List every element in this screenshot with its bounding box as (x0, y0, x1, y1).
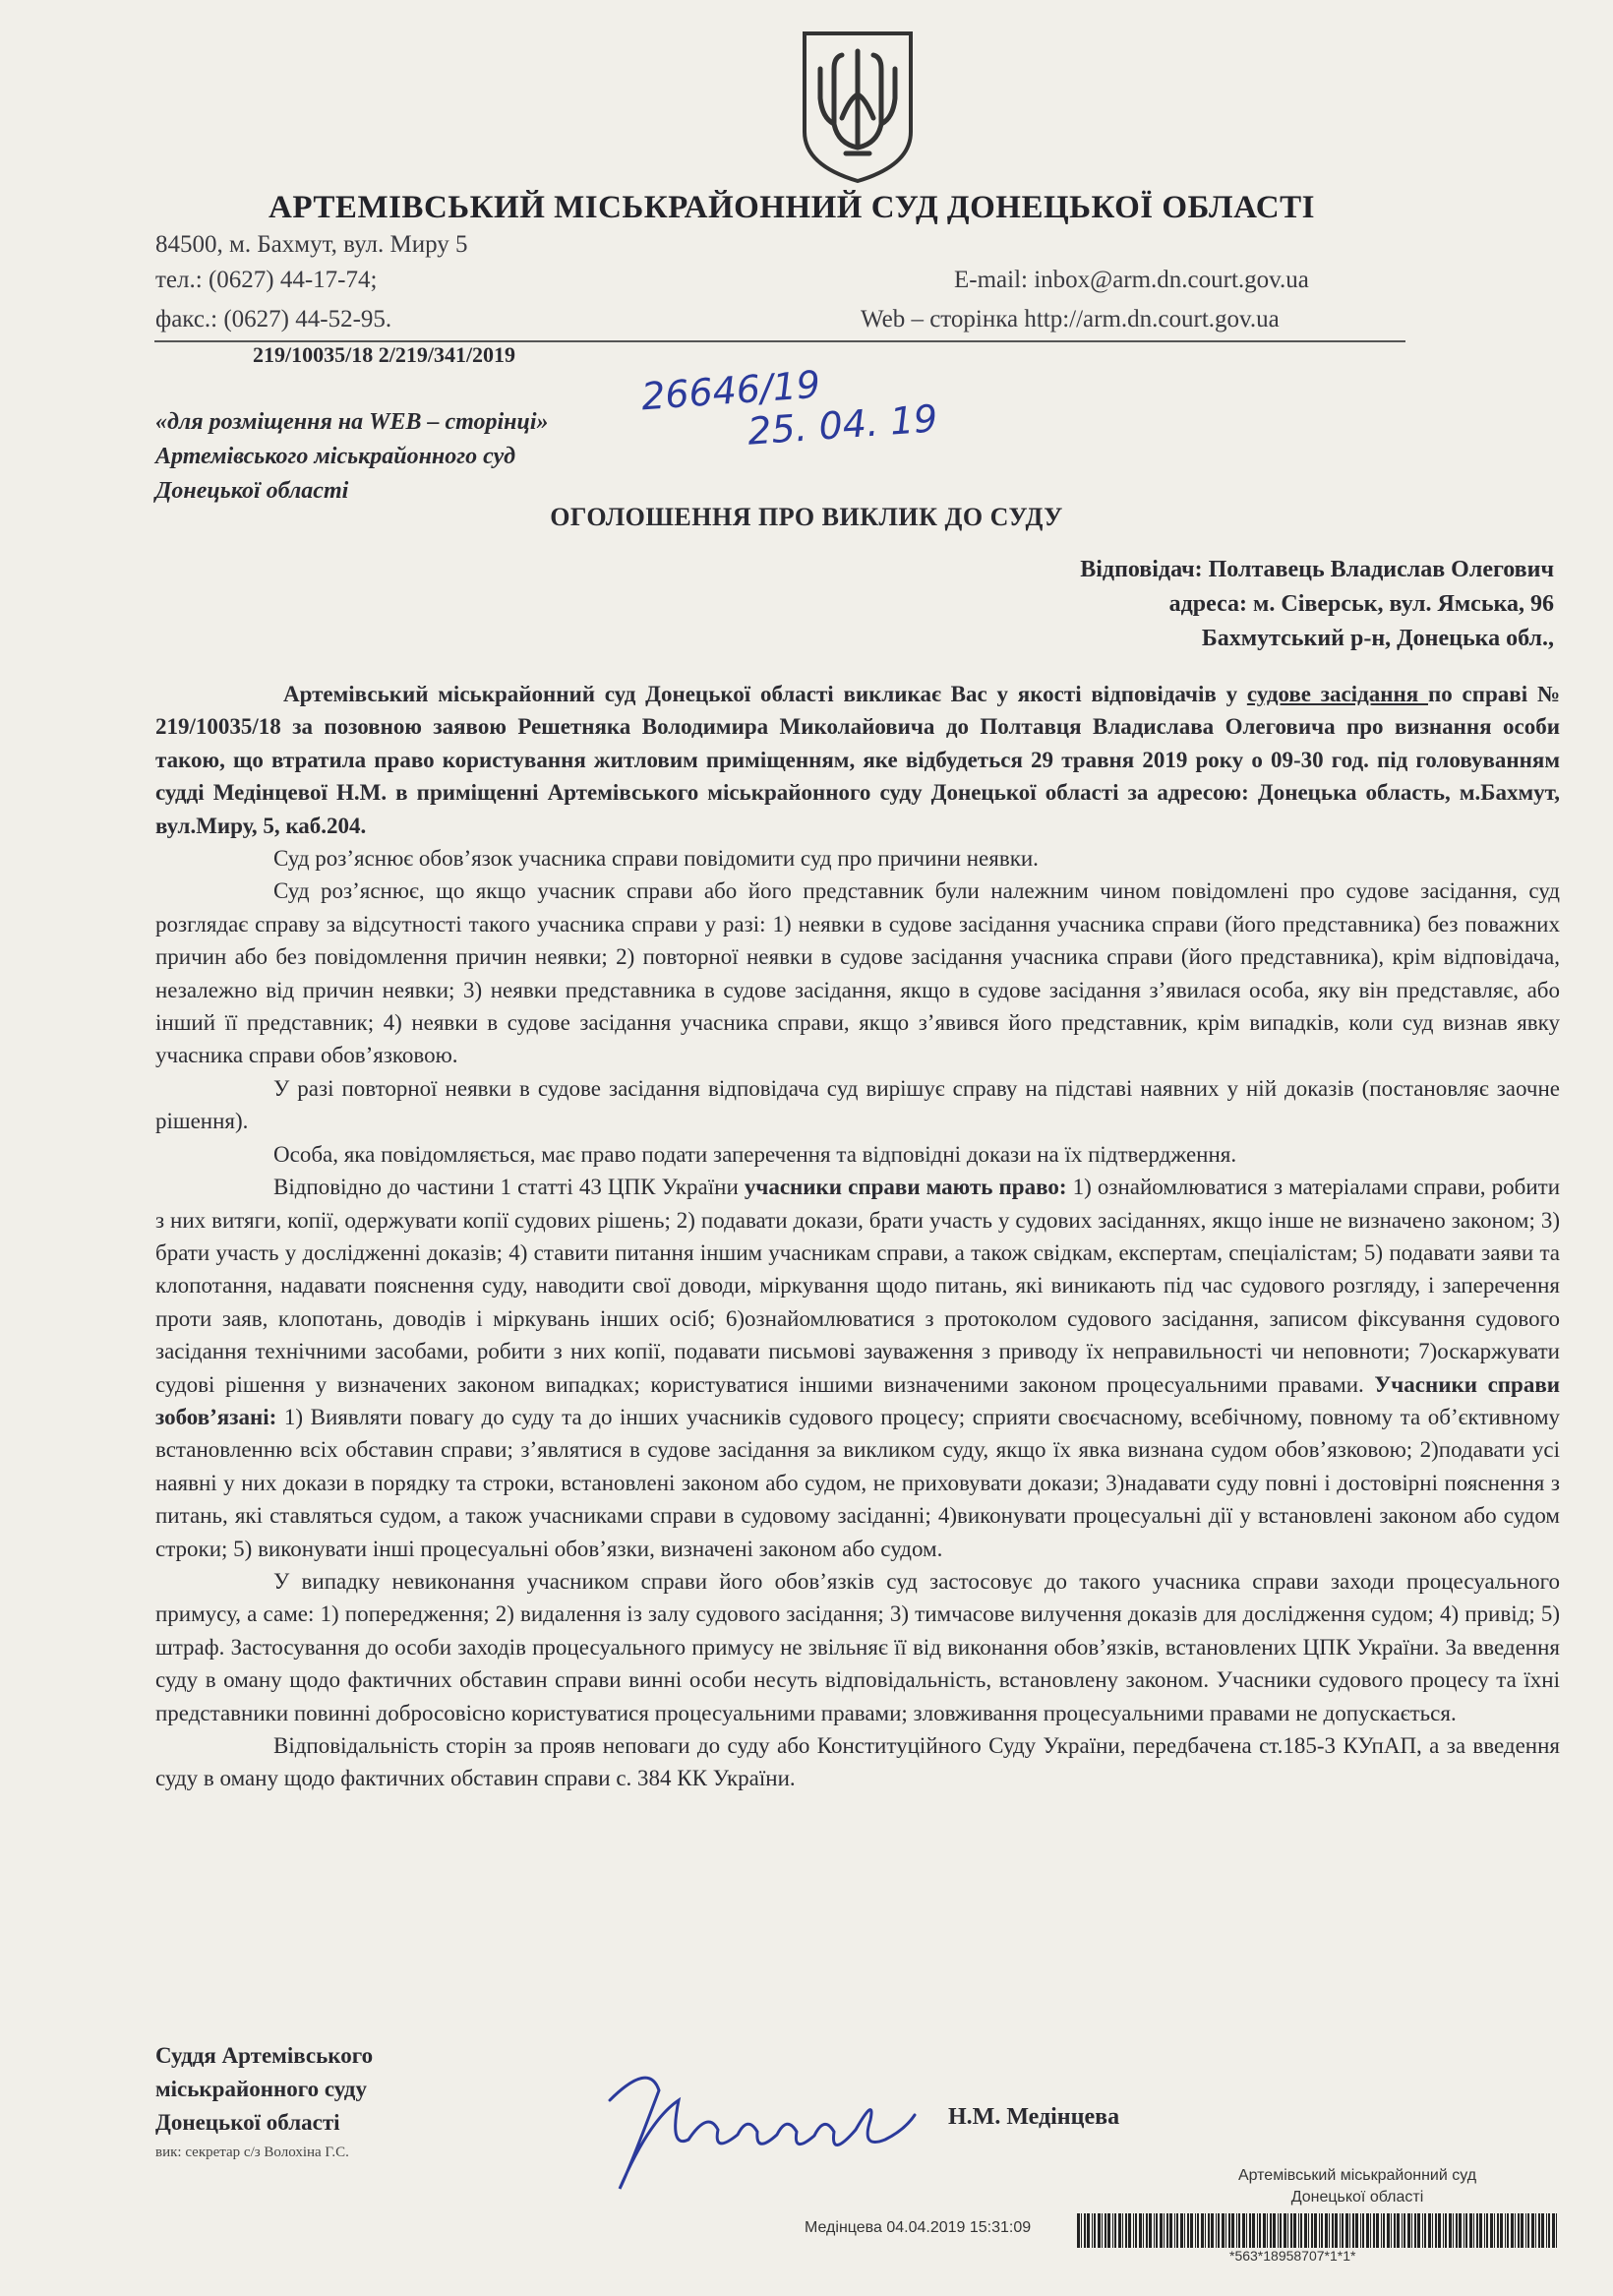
barcode-bar (1366, 2213, 1369, 2248)
paragraph-procedural-coercion: У випадку невиконання учасником справи його обов’язків суд застосовує до такого учасника справи заходи процесуального примусу, а саме: 1) попередження; 2) видалення із залу судового засідання; 3) тимчасове вилучення доказів для дослідження судом; 4) привід; 5) штраф. Застосування до особи заходів процесуального примусу не звільняє її від виконання обов’язків, встановлених ЦПК України. За введення суду в оману щодо фактичних обставин справи винні особи несуть відповідальність, встановлену законом. Учасники судового процесу та їхні представники повинні добросовісно користуватися процесуальними правами; зловживання процесуальними правами не допускається. (155, 1568, 1560, 1725)
barcode-bar (1311, 2213, 1313, 2248)
document-title: ОГОЛОШЕННЯ ПРО ВИКЛИК ДО СУДУ (550, 503, 1063, 531)
barcode-bar (1486, 2213, 1488, 2248)
barcode-bar (1293, 2213, 1296, 2248)
barcode-bar (1538, 2213, 1540, 2248)
barcode-bar (1160, 2213, 1163, 2248)
barcode-bar (1252, 2213, 1255, 2248)
barcode-bar (1449, 2213, 1452, 2248)
barcode-bar (1201, 2213, 1204, 2248)
barcode-bar (1084, 2213, 1086, 2248)
summons-lead-paragraph (155, 678, 1560, 842)
barcode-bar (1340, 2213, 1341, 2248)
barcode-bar (1473, 2213, 1474, 2248)
summons-body (155, 678, 1560, 1795)
barcode-bar (1325, 2213, 1328, 2248)
barcode-bar (1531, 2213, 1534, 2248)
barcode-bar (1098, 2213, 1101, 2248)
barcode-bar (1404, 2213, 1405, 2248)
lead-text: Артемівський міськрайонний суд Донецької області викликає Вас у якості відповідачів у (283, 682, 1247, 706)
barcode-bar (1546, 2213, 1547, 2248)
barcode-bar (1424, 2213, 1426, 2248)
barcode-bar (1122, 2213, 1123, 2248)
barcode-bar (1497, 2213, 1499, 2248)
barcode-bar (1092, 2213, 1093, 2248)
barcode-bar (1515, 2213, 1516, 2248)
barcode-bar (1552, 2213, 1555, 2248)
barcode-bar (1355, 2213, 1358, 2248)
barcode-bar (1238, 2213, 1240, 2248)
barcode-bar (1414, 2213, 1416, 2248)
barcode-bar (1298, 2213, 1299, 2248)
web-note-line: Артемівського міськрайонного суд (155, 444, 516, 469)
barcode-bar (1352, 2213, 1354, 2248)
barcode-bar (1156, 2213, 1158, 2248)
barcode-bar (1476, 2213, 1478, 2248)
paragraph-objection-right: Особа, яка повідомляється, має право подати заперечення та відповідні докази на їх підтвердження. (273, 1141, 1237, 1167)
barcode-bar (1417, 2213, 1420, 2248)
barcode-bar (1077, 2213, 1080, 2248)
barcode-bar (1479, 2213, 1482, 2248)
court-name-heading: АРТЕМІВСЬКИЙ МІСЬКРАЙОННИЙ СУД ДОНЕЦЬКОЇ ОБЛАСТІ (269, 190, 1315, 225)
barcode-bar (1319, 2213, 1320, 2248)
respondent-region: Бахмутський р-н, Донецька обл., (1201, 626, 1554, 651)
barcode-bar (1184, 2213, 1185, 2248)
barcode-bar (1133, 2213, 1134, 2248)
barcode-bar (1332, 2213, 1334, 2248)
barcode-bar (1195, 2213, 1196, 2248)
barcode-meta: Медінцева 04.04.2019 15:31:09 (805, 2219, 1032, 2236)
barcode-bar (1102, 2213, 1103, 2248)
barcode-bar (1435, 2213, 1437, 2248)
barcode-bar (1287, 2213, 1288, 2248)
barcode-bar (1190, 2213, 1193, 2248)
respondent-address: адреса: м. Сіверськ, вул. Ямська, 96 (1168, 591, 1554, 617)
barcode-bar (1507, 2213, 1509, 2248)
barcode-bar (1459, 2213, 1462, 2248)
barcode-bar (1387, 2213, 1390, 2248)
barcode-bar (1242, 2213, 1245, 2248)
barcode-bar (1125, 2213, 1127, 2248)
barcode-bar (1208, 2213, 1210, 2248)
barcode-bar (1556, 2213, 1557, 2248)
court-fax: факс.: (0627) 44-52-95. (155, 306, 392, 332)
barcode-bar (1342, 2213, 1344, 2248)
barcode-bar (1304, 2213, 1307, 2248)
barcode-bar (1231, 2213, 1234, 2248)
barcode-bar (1465, 2213, 1467, 2248)
barcode-bar (1381, 2213, 1382, 2248)
barcode-bar (1443, 2213, 1444, 2248)
barcode-bar (1270, 2213, 1272, 2248)
barcode-bar (1394, 2213, 1396, 2248)
barcode-bar (1525, 2213, 1526, 2248)
barcode-bar (1521, 2213, 1523, 2248)
court-email: E-mail: inbox@arm.dn.court.gov.ua (954, 267, 1309, 293)
barcode-bar (1211, 2213, 1214, 2248)
barcode-bar (1216, 2213, 1217, 2248)
barcode-bar (1143, 2213, 1144, 2248)
duties-list: 1) Виявляти повагу до суду та до інших учасників судового процесу; сприяти своєчасному, всебічному, повному та об’єктивному встановленню всіх обставин справи; з’являтися в судове засідання за викликом суду, якщо їх явка визнана судом обов’язковою; 2)подавати усі наявні у них докази в порядку та строки, встановлені законом або судом, не приховувати докази; 3)надавати суду повні і достовірні пояснення з питань, які ставляться судом, а також учасниками справи в судовому засіданні; 4)виконувати процесуальні дії у встановлені законом або судом строки; 5) виконувати інші процесуальні обов’язки, визначені законом або судом. (155, 1404, 1560, 1561)
barcode-bar (1548, 2213, 1550, 2248)
barcode-bar (1187, 2213, 1189, 2248)
judge-title-line: Донецької області (155, 2110, 340, 2135)
barcode-bar (1432, 2213, 1433, 2248)
barcode-bar (1118, 2213, 1121, 2248)
lead-underlined-text: судове засідання (1246, 682, 1428, 706)
barcode-bar (1112, 2213, 1113, 2248)
judge-title-line: Суддя Артемівського (155, 2043, 374, 2068)
barcode-bar (1105, 2213, 1106, 2248)
barcode-bar (1397, 2213, 1400, 2248)
barcode-bar (1484, 2213, 1485, 2248)
barcode-bar (1257, 2213, 1258, 2248)
stamp-court-name: Артемівський міськрайонний суд (1237, 2167, 1477, 2184)
barcode-bar (1164, 2213, 1165, 2248)
paragraph-repeat-absence: У разі повторної неявки в судове засідання відповідача суд вирішує справу на підставі наявних у ній доказів (постановляє заочне рішення). (155, 1075, 1560, 1134)
barcode-bar (1308, 2213, 1309, 2248)
judge-title-block (155, 2039, 373, 2140)
barcode-bar (1114, 2213, 1116, 2248)
barcode-bar (1259, 2213, 1261, 2248)
barcode-bar (1453, 2213, 1454, 2248)
barcode-bar (1280, 2213, 1282, 2248)
barcode-bar (1345, 2213, 1348, 2248)
duties-heading: Учасники справи зобов’язані: (155, 1371, 1561, 1429)
barcode-bar (1469, 2213, 1472, 2248)
barcode-bar (1176, 2213, 1178, 2248)
barcode-bar (1494, 2213, 1495, 2248)
stamp-region: Донецької області (1290, 2189, 1424, 2205)
respondent-name: Відповідач: Полтавець Владислав Олегович (1080, 557, 1554, 582)
barcode-bar (1490, 2213, 1493, 2248)
barcode-bar (1300, 2213, 1302, 2248)
barcode-bar (1527, 2213, 1529, 2248)
barcode-bar (1511, 2213, 1514, 2248)
barcode-bar (1273, 2213, 1276, 2248)
handwritten-incoming-date: 25. 04. 19 (746, 396, 939, 453)
web-note-line: Донецької області (155, 478, 349, 504)
judge-name: Н.М. Медінцева (948, 2104, 1120, 2130)
barcode-bar (1135, 2213, 1137, 2248)
barcode-bar (1362, 2213, 1364, 2248)
case-registration-number: 219/10035/18 2/219/341/2019 (253, 342, 516, 367)
barcode-bar (1094, 2213, 1096, 2248)
barcode-bar (1335, 2213, 1338, 2248)
barcode-bar (1505, 2213, 1506, 2248)
handwritten-signature (590, 2061, 934, 2199)
barcode-bar (1541, 2213, 1544, 2248)
barcode-bar (1081, 2213, 1082, 2248)
barcode-bar (1222, 2213, 1225, 2248)
paragraph-absence-rules: Суд роз’яснює, що якщо учасник справи або його представник були належним чином повідомлені про судове засідання, суд розглядає справу за відсутності такого учасника справи у разі: 1) неявки в судове засідання учасника справи (його представника) без поважних причин або без повідомлення причин неявки; 2) повторної неявки в судове засідання учасника справи (його представника), крім відповідача, незалежно від причин неявки; 3) неявки представника в судове засідання, якщо в судове засідання з’явилася особа, яку він представляє, або інший її представник; 4) неявки в судове засідання учасника справи, якщо з’явився його представник, крім випадків, коли суд визнав явку учасника справи обов’язковою. (155, 878, 1560, 1068)
barcode-bar (1218, 2213, 1220, 2248)
barcode-bar (1139, 2213, 1142, 2248)
barcode-bar (1445, 2213, 1447, 2248)
barcode-bar (1456, 2213, 1458, 2248)
barcode-bar (1278, 2213, 1279, 2248)
web-note-line: «для розміщення на WEB – сторінці» (155, 409, 549, 435)
barcode-bar (1373, 2213, 1375, 2248)
barcode-bar (1154, 2213, 1155, 2248)
barcode-bar (1314, 2213, 1317, 2248)
barcode-bar (1228, 2213, 1230, 2248)
barcode-bar (1360, 2213, 1361, 2248)
barcode-bar (1236, 2213, 1237, 2248)
barcode-bar (1329, 2213, 1330, 2248)
barcode-bar (1422, 2213, 1423, 2248)
barcode-bar (1197, 2213, 1199, 2248)
barcode-bar (1205, 2213, 1206, 2248)
barcode-bar (1438, 2213, 1441, 2248)
barcode-bar (1370, 2213, 1371, 2248)
barcode-bar (1411, 2213, 1412, 2248)
trident-emblem-icon (799, 30, 917, 185)
barcode-bar (1391, 2213, 1392, 2248)
web-placement-note (155, 405, 549, 509)
barcode-bar (1180, 2213, 1183, 2248)
handwritten-incoming-number: 26646/19 (639, 362, 822, 419)
barcode-bar (1428, 2213, 1431, 2248)
barcode-bar (1349, 2213, 1350, 2248)
barcode-bar (1383, 2213, 1385, 2248)
rights-intro: Відповідно до частини 1 статті 43 ЦПК України (273, 1175, 745, 1200)
barcode-bar (1149, 2213, 1152, 2248)
paragraph-rights-duties (155, 1171, 1560, 1565)
barcode-bar (1518, 2213, 1520, 2248)
barcode-bar (1402, 2213, 1403, 2248)
secretary-note: вик: секретар с/з Волохіна Г.С. (155, 2145, 349, 2160)
barcode-bar (1407, 2213, 1410, 2248)
barcode-bar (1284, 2213, 1286, 2248)
barcode-bar (1249, 2213, 1251, 2248)
lead-text-continued: по справі № 219/10035/18 за позовною заявою Решетняка Володимира Миколайовича до Полтавця Владислава Олеговича про визнання особи такою, що втратила право користування житловим приміщенням, яке відбудеться 29 травня 2019 року о 09-30 год. під головуванням судді Медінцевої Н.М. в приміщенні Артемівського міськрайонного суду Донецької області за адресою: Донецька область, м.Бахмут, вул.Миру, 5, каб.204. (155, 682, 1560, 838)
judge-title-line: міськрайонного суду (155, 2077, 367, 2101)
court-phone: тел.: (0627) 44-17-74; (155, 267, 378, 293)
barcode-bar (1263, 2213, 1266, 2248)
barcode-bar (1500, 2213, 1503, 2248)
barcode-bar (1174, 2213, 1175, 2248)
respondent-block (1080, 553, 1554, 656)
barcode-bar (1225, 2213, 1226, 2248)
barcode-bar (1321, 2213, 1323, 2248)
rights-list: 1) ознайомлюватися з матеріалами справи, робити з них витяги, копії, одержувати копії судових рішень; 2) подавати докази, брати участь у судових засіданнях, якщо інше не визначено законом; 3) брати участь у дослідженні доказів; 4) ставити питання іншим учасникам справи, а також свідкам, експертам, спеціалістам; 5) подавати заяви та клопотання, надавати пояснення суду, наводити свої доводи, міркування щодо питань, які виникають під час судового розгляду, і заперечення проти заяв, клопотань, доводів і міркувань інших осіб; 6)ознайомлюватися з протоколом судового засідання, записом фіксування судового засідання технічними засобами, робити з них копії, подавати письмові зауваження з приводу їх неправильності чи неповноти; 7)оскаржувати судові рішення у визначених законом випадках; користуватися іншими визначеними законом процесуальними правами. (155, 1175, 1561, 1397)
barcode-bar (1535, 2213, 1536, 2248)
barcode-number: *563*18958707*1*1* (1229, 2248, 1356, 2264)
barcode-bar (1169, 2213, 1172, 2248)
barcode-bar (1107, 2213, 1110, 2248)
barcode-bar (1290, 2213, 1292, 2248)
court-address: 84500, м. Бахмут, вул. Миру 5 (155, 231, 468, 258)
document-barcode (1077, 2213, 1564, 2248)
barcode-bar (1267, 2213, 1268, 2248)
barcode-bar (1246, 2213, 1247, 2248)
barcode-bar (1087, 2213, 1090, 2248)
barcode-bar (1128, 2213, 1131, 2248)
court-website: Web – сторінка http://arm.dn.court.gov.ua (861, 306, 1280, 332)
barcode-bar (1166, 2213, 1168, 2248)
paragraph-liability: Відповідальність сторін за прояв неповаги до суду або Конституційного Суду України, передбачена ст.185-3 КУпАП, а за введення суду в оману щодо фактичних обставин справи с. 384 КК України. (155, 1733, 1560, 1791)
barcode-bar (1376, 2213, 1379, 2248)
paragraph-absence-duty: Суд роз’яснює обов’язок учасника справи повідомити суд про причини неявки. (273, 846, 1039, 872)
barcode-bar (1146, 2213, 1148, 2248)
rights-heading: учасники справи мають право: (744, 1175, 1067, 1200)
